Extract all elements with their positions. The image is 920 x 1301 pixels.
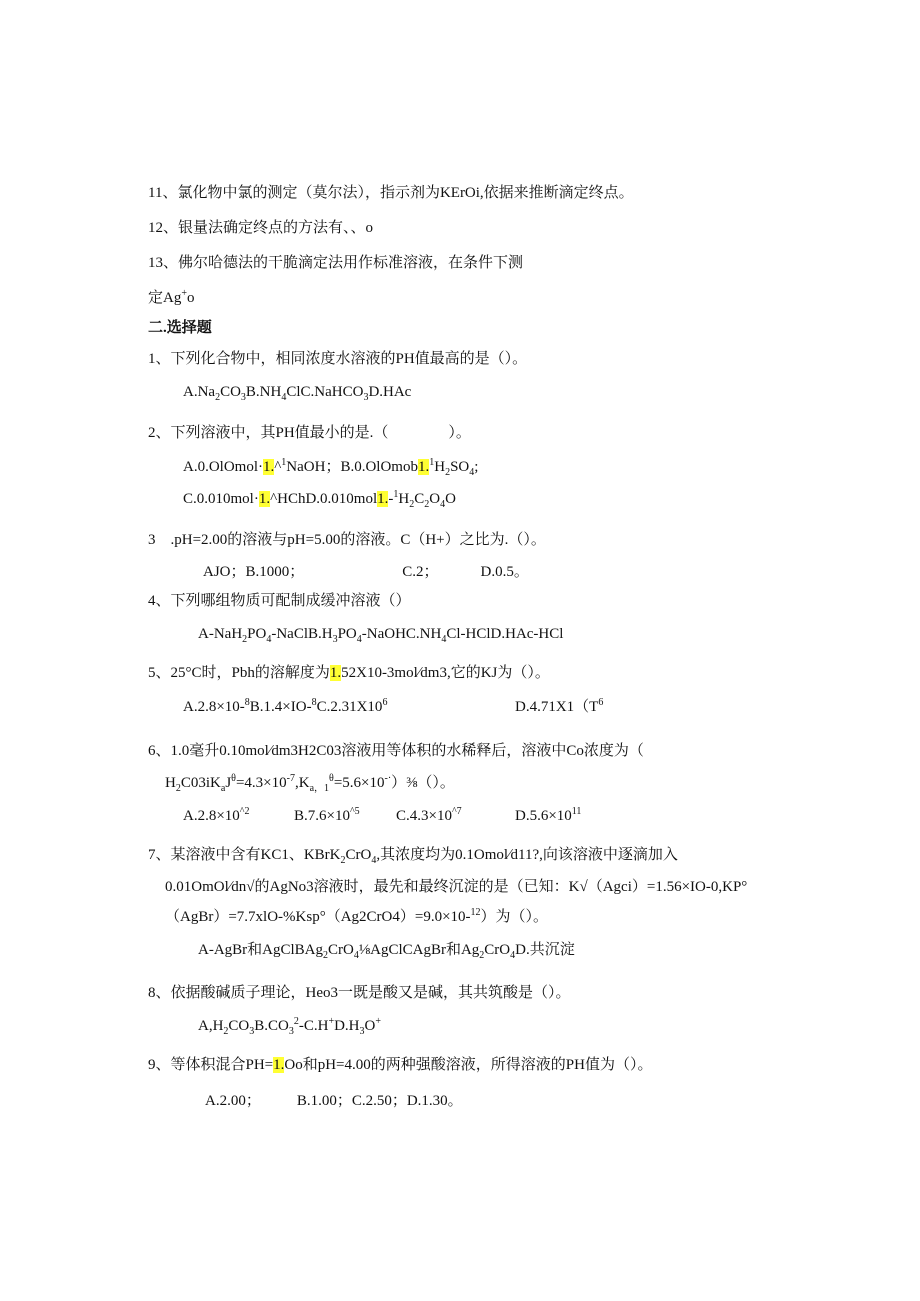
- question-1-options: $A.Na_2CO_3B.NH_4ClC.NaHCO_3D.HAc$: [183, 384, 412, 403]
- question-6-option-d: $D.5.6\times 10^{11}$: [515, 806, 582, 824]
- highlight-mark: 1.: [263, 459, 275, 475]
- section-heading-choice: 二.选择题: [148, 320, 212, 336]
- question-8: 8、依据酸碱质子理论，Heo3一既是酸又是碱，其共筑酸是（）。: [148, 985, 571, 1001]
- question-12: 12、银量法确定终点的方法有、、o: [148, 220, 374, 236]
- question-7-options: A-AgBr和AgClBAg$_2$CrO$_4$⅛AgClCAgBr和$Ag_2CrO_4D$.共沉淀: [198, 942, 575, 961]
- question-8-options: $A,H_2CO_3B.CO_3^2-C.H^+D.H_3O^+$: [198, 1016, 381, 1037]
- question-6-option-a: $A.2.8\times 10^{\^{}2}$: [183, 806, 250, 824]
- question-4-options: $A-NaH_2PO_4-NaClB.H_3PO_4-NaOHC.NH_4Cl-HClD.HAc$-HCl: [198, 626, 564, 645]
- question-9: 9、等体积混合PH=1.Oo和pH=4.00的两种强酸溶液，所得溶液的PH值为（）。: [148, 1057, 653, 1073]
- question-2-options-cd: $C.0.010mol\cdot 1.\^{}HChD.0.010mol1.-^1H_2C_2O_4O$: [183, 489, 456, 510]
- highlight-mark: 1.: [258, 491, 271, 507]
- question-5-option-d: $D.4.71X1(T^6$: [515, 697, 604, 715]
- question-6-continued: $H_2C03iK_aJ^\theta=4.3\times 10^{-7},K_{a,1}^\theta=5.6\times 10^{-\cdot})\frac{3}{8}()$。: [165, 773, 455, 794]
- question-11: 11、氯化物中氯的测定（莫尔法），指示剂为KErOi,依据来推断滴定终点。: [148, 185, 634, 201]
- question-7-continued-1: 0.01OmOl∕dn√的AgNo3溶液时，最先和最终沉淀的是（已知：K√（Agci）=1.56×IO-0,KP°: [165, 879, 748, 895]
- question-2-options-ab: A.0.OlOmol·1.^$^1$NaOH；$B.0.OlOmob1.^1H_2SO_4$;: [183, 457, 479, 478]
- highlight-mark: 1.: [417, 459, 430, 475]
- question-6-option-c: $C.4.3\times 10^{\^{}7}$: [396, 806, 462, 824]
- question-3: 3 .pH=2.00的溶液与pH=5.00的溶液。C（H+）之比为.（）。: [148, 532, 546, 548]
- question-3-options: AJO；B.1000； C.2； D.0.5。: [203, 564, 529, 580]
- highlight-mark: 1.: [377, 491, 389, 507]
- highlight-mark: 1.: [329, 665, 342, 681]
- question-2: 2、下列溶液中，其PH值最小的是.（ ）。: [148, 425, 471, 441]
- question-5: 5、25°C时，Pbh的溶解度为1.52X10-3mol∕dm3,它的KJ为（）。: [148, 665, 550, 681]
- highlight-mark: 1.: [273, 1057, 285, 1073]
- question-9-options: A.2.00； B.1.00；C.2.50；D.1.30。: [205, 1093, 463, 1109]
- question-1: 1、下列化合物中，相同浓度水溶液的PH值最高的是（）。: [148, 351, 528, 367]
- question-7-continued-2: （AgBr）=7.7xlO-%Ksp°（Ag2CrO4）=9.0×10-$^{12}$）为（）。: [165, 907, 549, 925]
- question-13: 13、佛尔哈德法的干脆滴定法用作标准溶液，在条件下测: [148, 255, 524, 271]
- question-13-continued: 定Ag+o: [148, 288, 195, 306]
- question-5-options: $A.2.8\times 10-^8B.1.4\times IO-^8C.2.31X10^6$: [183, 697, 388, 715]
- question-4: 4、下列哪组物质可配制成缓冲溶液（）: [148, 593, 411, 609]
- question-7: 7、某溶液中含有KC1、KBrK$_2$CrO$_4$,其浓度均为0.1Omol∕d11?,向该溶液中逐滴加入: [148, 847, 678, 866]
- question-6: 6、1.0毫升0.10mol∕dm3H2C03溶液用等体积的水稀释后，溶液中Co浓度为（: [148, 743, 644, 759]
- question-6-option-b: $B.7.6\times 10^{\^{}5}$: [294, 806, 360, 824]
